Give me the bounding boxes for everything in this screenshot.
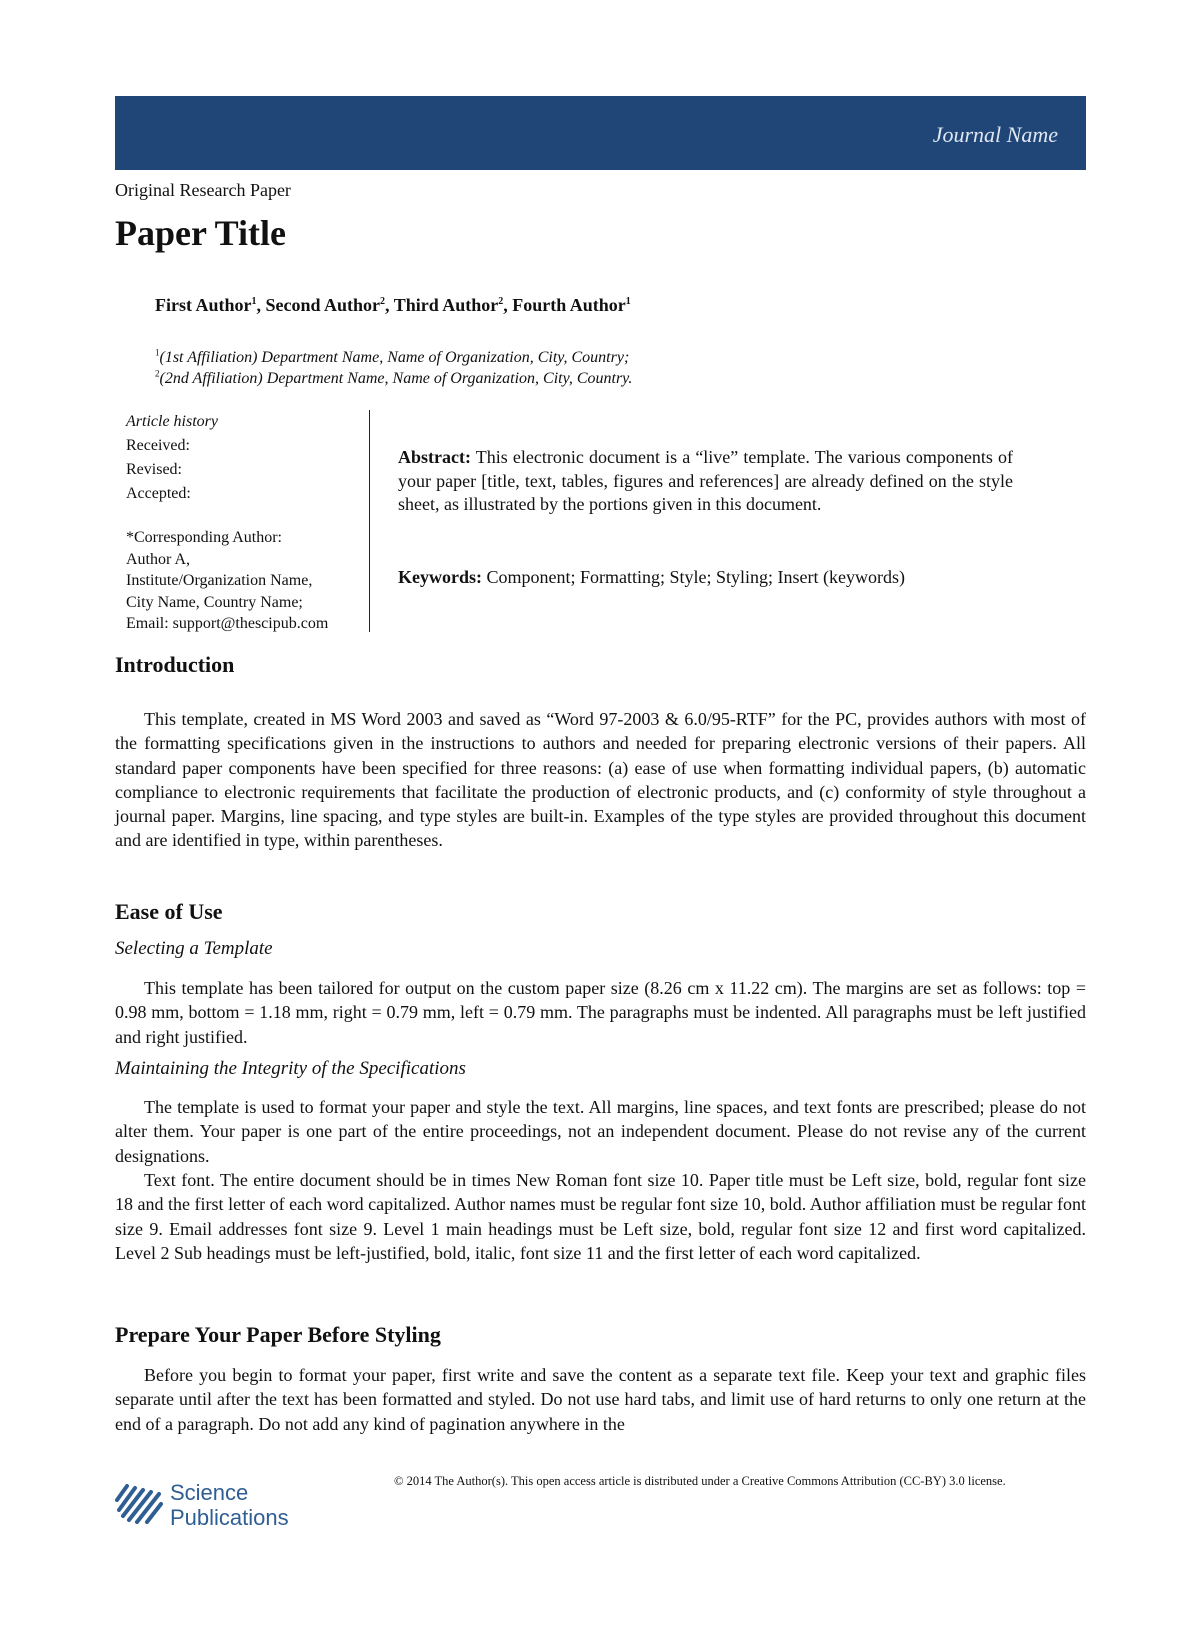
license-notice: © 2014 The Author(s). This open access article is distributed under a Creative Commons Attribution (CC-BY) 3.0 license. xyxy=(394,1474,1006,1488)
keywords xyxy=(398,566,1038,589)
author-separator: , xyxy=(256,295,266,315)
subheading-selecting-template: Selecting a Template xyxy=(115,938,273,959)
corresponding-institute: Institute/Organization Name, xyxy=(126,572,313,589)
corresponding-name: Author A, xyxy=(126,550,190,568)
author-name: First Author xyxy=(155,295,252,315)
paragraph-text: Text font. The entire document should be in times New Roman font size 10. Paper title must be Left size, bold, regular font size 18 and the first letter of each word capitalized. Author names must be regular font size 10, bold. Author affiliation must be regular font size 9. Email addresses font size 9. Level 1 main headings must be Left size, bold, regular font size 12 and first word capitalized. Level 2 Sub headings must be left-justified, bold, italic, font size 11 and the first letter of each word capitalized. xyxy=(115,1170,1086,1263)
paragraph xyxy=(115,976,1086,1049)
paragraph-text: The template is used to format your paper and style the text. All margins, line spaces, and text fonts are prescribed; please do not alter them. Your paper is one part of the entire proceedings, not an independent document. Please do not revise any of the current designations. xyxy=(115,1097,1086,1166)
corresponding-email: Email: support@thescipub.com xyxy=(126,615,329,632)
abstract-label: Abstract: xyxy=(398,447,471,467)
article-history-title: Article history xyxy=(126,413,218,430)
author-affiliation-number: 1 xyxy=(251,296,257,307)
paragraph-text: This template, created in MS Word 2003 and saved as “Word 97-2003 & 6.0/95-RTF” for the PC, provides authors with most of the formatting specifications given in the instructions to authors and needed for preparing electronic versions of their papers. All standard paper components have been specified for three reasons: (a) ease of use when formatting individual papers, (b) automatic compliance to electronic requirements that facilitate the production of electronic products, and (c) conformity of style throughout a journal paper. Margins, line spacing, and type styles are built-in. Examples of the type styles are provided throughout this document and are identified in type, within parentheses. xyxy=(115,709,1086,851)
revised-date: Revised: xyxy=(126,461,182,478)
author-name: Fourth Author xyxy=(512,295,626,315)
affiliation-text: (1st Affiliation) Department Name, Name of Organization, City, Country; xyxy=(159,349,630,366)
paper-type: Original Research Paper xyxy=(115,180,291,200)
affiliation-text: (2nd Affiliation) Department Name, Name of Organization, City, Country. xyxy=(159,370,633,387)
corresponding-label: *Corresponding Author: xyxy=(126,529,282,546)
received-date: Received: xyxy=(126,437,190,454)
author-name: Second Author xyxy=(265,295,381,315)
accepted-date: Accepted: xyxy=(126,485,191,502)
abstract xyxy=(398,446,1013,517)
publisher-logo-text xyxy=(170,1480,289,1530)
paragraph-text: This template has been tailored for output on the custom paper size (8.26 cm x 11.22 cm). The margins are set as follows: top = 0.98 mm, bottom = 1.18 mm, right = 0.79 mm, left = 0.79 mm. The paragraphs must be indented. All paragraphs must be left justified and right justified. xyxy=(115,978,1086,1047)
paragraph xyxy=(115,1095,1086,1168)
logo-line-2: Publications xyxy=(170,1505,289,1530)
journal-name: Journal Name xyxy=(932,122,1058,147)
logo-line-1: Science xyxy=(170,1480,249,1505)
affiliation-item xyxy=(155,347,632,368)
paragraph xyxy=(115,707,1086,853)
author-separator: , xyxy=(385,295,394,315)
keywords-text: Component; Formatting; Style; Styling; Insert (keywords) xyxy=(486,567,905,587)
section-heading-prepare: Prepare Your Paper Before Styling xyxy=(115,1322,441,1347)
publisher-logo xyxy=(115,1480,305,1530)
author-name: Third Author xyxy=(393,295,499,315)
section-heading-introduction: Introduction xyxy=(115,652,235,677)
author-affiliation-number: 2 xyxy=(380,296,386,307)
publisher-logo-icon xyxy=(115,1480,163,1524)
affiliation-item xyxy=(155,368,632,389)
author-affiliation-number: 2 xyxy=(498,296,504,307)
article-history xyxy=(126,410,362,506)
author-list xyxy=(155,295,631,316)
journal-header-banner xyxy=(115,96,1086,170)
affiliation-list xyxy=(155,347,632,389)
author-separator: , xyxy=(503,295,513,315)
author-affiliation-number: 1 xyxy=(625,296,631,307)
abstract-text: This electronic document is a “live” template. The various components of your paper [title, text, tables, figures and references] are already defined on the style sheet, as illustrated by the portions given in this document. xyxy=(398,447,1013,514)
corresponding-location: City Name, Country Name; xyxy=(126,593,303,611)
subheading-maintaining-integrity: Maintaining the Integrity of the Specifications xyxy=(115,1058,466,1079)
affiliation-number: 1 xyxy=(155,347,160,358)
paragraph xyxy=(115,1168,1086,1265)
keywords-label: Keywords: xyxy=(398,567,482,587)
paragraph-text: Before you begin to format your paper, first write and save the content as a separate text file. Keep your text and graphic files separate until after the text has been formatted and styled. Do not use hard tabs, and limit use of hard returns to only one return at the end of a paragraph. Do not add any kind of pagination anywhere in the xyxy=(115,1365,1086,1434)
paper-title: Paper Title xyxy=(115,213,286,253)
paragraph xyxy=(115,1363,1086,1436)
sidebar-divider xyxy=(369,410,370,632)
affiliation-number: 2 xyxy=(155,368,160,379)
corresponding-author xyxy=(126,527,362,635)
section-heading-ease-of-use: Ease of Use xyxy=(115,899,223,924)
